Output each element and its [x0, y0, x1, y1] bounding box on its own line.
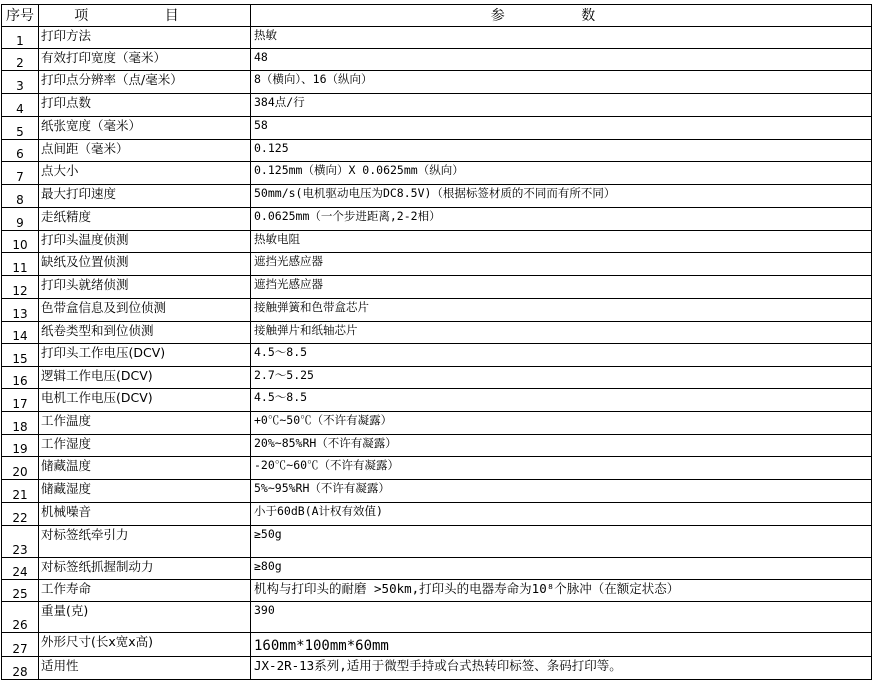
table-row — [2, 412, 872, 435]
table-row — [2, 253, 872, 276]
row-value: 4.5～8.5 — [251, 344, 872, 367]
row-number: 23 — [2, 526, 39, 558]
table-row — [2, 27, 872, 49]
row-value: 0.0625mm（一个步进距离,2-2相） — [251, 208, 872, 231]
row-number: 2 — [2, 49, 39, 71]
row-number: 17 — [2, 389, 39, 412]
row-item: 缺纸及位置侦测 — [39, 253, 251, 276]
row-item: 对标签纸牵引力 — [39, 526, 251, 558]
table-row — [2, 299, 872, 322]
row-value: 5%~95%RH（不许有凝露） — [251, 480, 872, 503]
table-row — [2, 231, 872, 253]
table-row — [2, 162, 872, 185]
row-value: 50mm/s(电机驱动电压为DC8.5V)（根据标签材质的不同而有所不同） — [251, 185, 872, 208]
row-item: 打印头温度侦测 — [39, 231, 251, 253]
row-item: 打印方法 — [39, 27, 251, 49]
table-row — [2, 526, 872, 558]
row-item: 对标签纸抓握制动力 — [39, 558, 251, 580]
row-number: 8 — [2, 185, 39, 208]
row-number: 26 — [2, 602, 39, 633]
row-value: 384点/行 — [251, 94, 872, 117]
row-number: 7 — [2, 162, 39, 185]
table-row — [2, 71, 872, 94]
row-number: 12 — [2, 276, 39, 299]
row-value: 20%~85%RH（不许有凝露） — [251, 435, 872, 457]
table-row — [2, 94, 872, 117]
row-item: 打印点分辨率（点/毫米） — [39, 71, 251, 94]
row-item: 纸卷类型和到位侦测 — [39, 322, 251, 344]
row-value: 4.5～8.5 — [251, 389, 872, 412]
row-number: 24 — [2, 558, 39, 580]
row-number: 9 — [2, 208, 39, 231]
table-row — [2, 389, 872, 412]
row-item: 机械噪音 — [39, 503, 251, 526]
table-row — [2, 633, 872, 657]
row-value: 小于60dB(A计权有效值) — [251, 503, 872, 526]
row-value: 8（横向）、16（纵向） — [251, 71, 872, 94]
table-row — [2, 344, 872, 367]
row-number: 28 — [2, 657, 39, 680]
row-number: 16 — [2, 367, 39, 389]
row-number: 22 — [2, 503, 39, 526]
header-value: 参 数 — [251, 5, 872, 27]
table-row — [2, 657, 872, 680]
row-value: 0.125 — [251, 140, 872, 162]
row-value: 390 — [251, 602, 872, 633]
table-row — [2, 580, 872, 602]
row-number: 19 — [2, 435, 39, 457]
row-value: 58 — [251, 117, 872, 140]
row-value: JX-2R-13系列,适用于微型手持或台式热转印标签、条码打印等。 — [251, 657, 872, 680]
row-item: 打印头工作电压(DCV) — [39, 344, 251, 367]
table-row — [2, 602, 872, 633]
table-row — [2, 558, 872, 580]
table-row — [2, 276, 872, 299]
row-value: 遮挡光感应器 — [251, 253, 872, 276]
row-value: ≥80g — [251, 558, 872, 580]
row-item: 点间距（毫米） — [39, 140, 251, 162]
table-row — [2, 117, 872, 140]
row-value: 48 — [251, 49, 872, 71]
row-item: 外形尺寸(长x宽x高) — [39, 633, 251, 657]
row-item: 工作湿度 — [39, 435, 251, 457]
row-item: 储藏湿度 — [39, 480, 251, 503]
row-value: ≥50g — [251, 526, 872, 558]
row-item: 储藏温度 — [39, 457, 251, 480]
row-number: 15 — [2, 344, 39, 367]
row-number: 1 — [2, 27, 39, 49]
spec-table — [1, 4, 872, 680]
table-row — [2, 503, 872, 526]
row-item: 色带盒信息及到位侦测 — [39, 299, 251, 322]
row-number: 10 — [2, 231, 39, 253]
table-row — [2, 140, 872, 162]
row-value: 机构与打印头的耐磨 >50km,打印头的电器寿命为10⁸个脉冲（在额定状态） — [251, 580, 872, 602]
header-item: 项 目 — [39, 5, 251, 27]
row-value: 接触弹簧和色带盒芯片 — [251, 299, 872, 322]
table-row — [2, 367, 872, 389]
row-item: 最大打印速度 — [39, 185, 251, 208]
table-row — [2, 435, 872, 457]
row-number: 20 — [2, 457, 39, 480]
row-value: 热敏 — [251, 27, 872, 49]
header-no: 序号 — [2, 5, 39, 27]
row-item: 纸张宽度（毫米） — [39, 117, 251, 140]
row-value: 2.7～5.25 — [251, 367, 872, 389]
row-number: 14 — [2, 322, 39, 344]
row-item: 走纸精度 — [39, 208, 251, 231]
row-item: 打印头就绪侦测 — [39, 276, 251, 299]
row-value: 0.125mm（横向）X 0.0625mm（纵向） — [251, 162, 872, 185]
row-item: 有效打印宽度（毫米） — [39, 49, 251, 71]
row-number: 5 — [2, 117, 39, 140]
row-number: 21 — [2, 480, 39, 503]
row-number: 27 — [2, 633, 39, 657]
row-item: 点大小 — [39, 162, 251, 185]
row-value: 热敏电阻 — [251, 231, 872, 253]
row-item: 工作寿命 — [39, 580, 251, 602]
row-number: 6 — [2, 140, 39, 162]
row-item: 打印点数 — [39, 94, 251, 117]
row-value: 160mm*100mm*60mm — [251, 633, 872, 657]
table-row — [2, 208, 872, 231]
row-number: 11 — [2, 253, 39, 276]
row-number: 4 — [2, 94, 39, 117]
row-value: 遮挡光感应器 — [251, 276, 872, 299]
row-number: 3 — [2, 71, 39, 94]
row-value: +0℃~50℃（不许有凝露） — [251, 412, 872, 435]
row-item: 电机工作电压(DCV) — [39, 389, 251, 412]
table-row — [2, 457, 872, 480]
table-row — [2, 49, 872, 71]
table-row — [2, 185, 872, 208]
row-item: 逻辑工作电压(DCV) — [39, 367, 251, 389]
row-item: 重量(克) — [39, 602, 251, 633]
table-row — [2, 480, 872, 503]
table-row — [2, 322, 872, 344]
row-value: 接触弹片和纸轴芯片 — [251, 322, 872, 344]
row-number: 25 — [2, 580, 39, 602]
row-item: 工作温度 — [39, 412, 251, 435]
row-item: 适用性 — [39, 657, 251, 680]
row-value: -20℃~60℃（不许有凝露） — [251, 457, 872, 480]
row-number: 13 — [2, 299, 39, 322]
row-number: 18 — [2, 412, 39, 435]
header-row — [2, 5, 872, 27]
